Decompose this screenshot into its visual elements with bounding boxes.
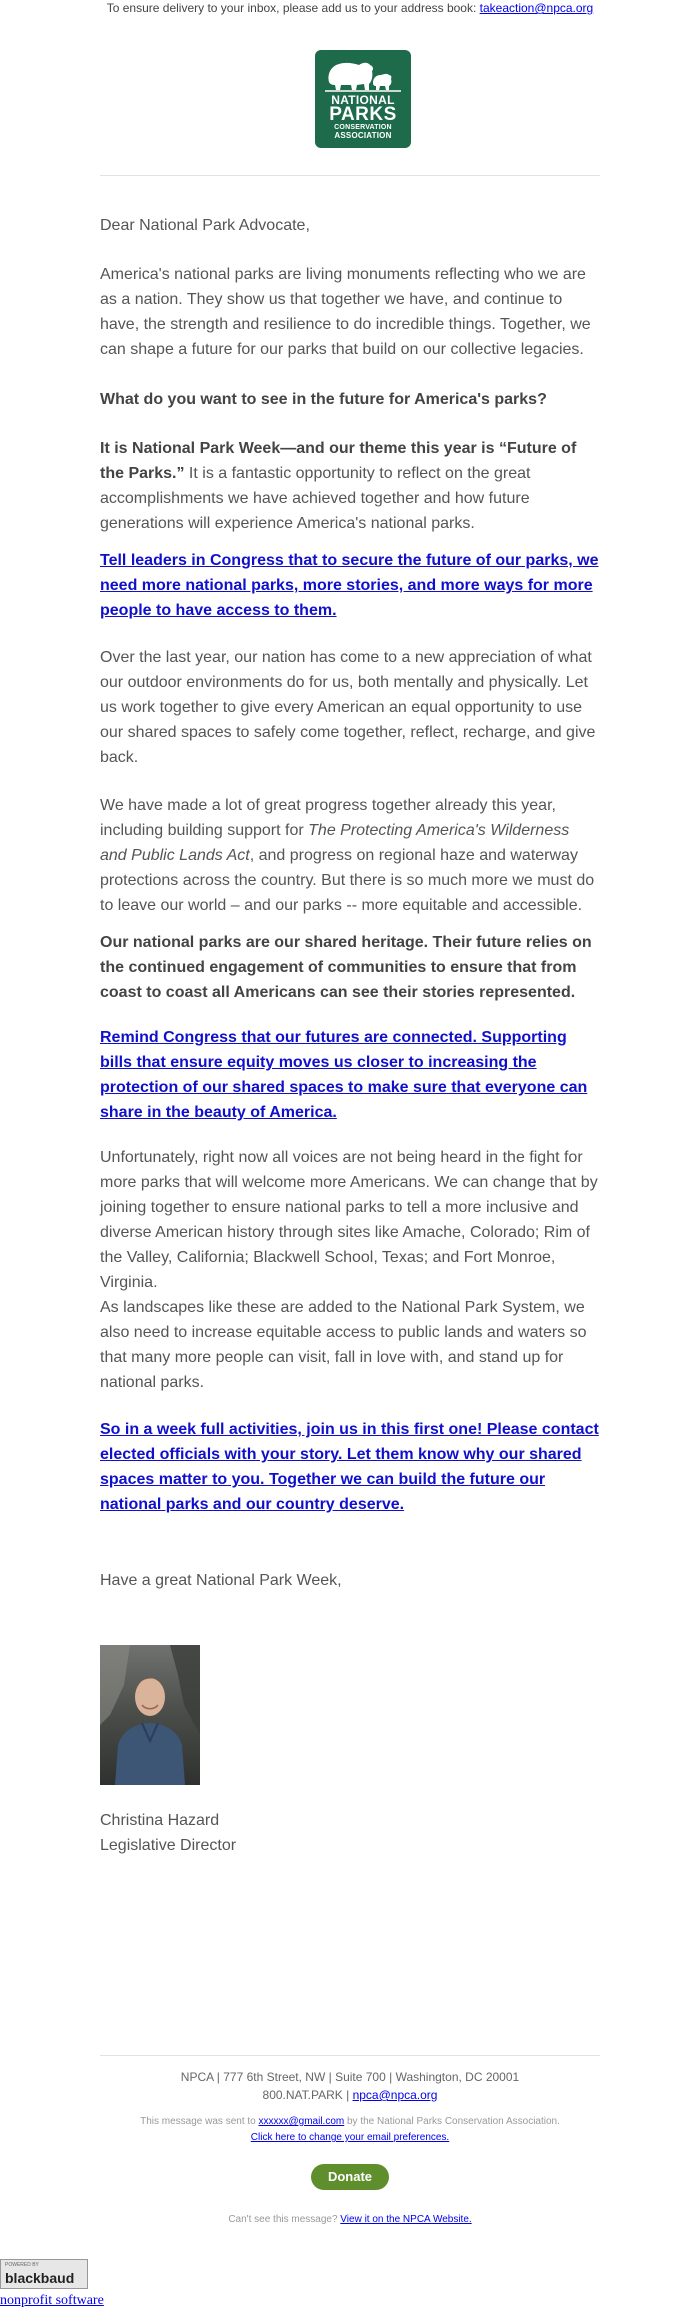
cta-block-3 xyxy=(100,1417,600,1517)
footer-sent-line xyxy=(100,2114,600,2130)
footer-address-block xyxy=(100,2068,600,2104)
paragraph-progress xyxy=(100,793,600,918)
cta-block-2 xyxy=(100,1025,600,1125)
greeting: Dear National Park Advocate, xyxy=(100,217,310,234)
signature-title: Legislative Director xyxy=(100,1837,237,1854)
footer-email-link[interactable]: npca@npca.org xyxy=(352,2088,438,2102)
logo-line-association: ASSOCIATION xyxy=(334,131,392,140)
cta-link-remind-congress[interactable]: Remind Congress that our futures are connected. Supporting bills that ensure equity moves us closer to increasing the protection of our shared spaces to make sure that everyone can share in the beauty of America. xyxy=(100,1029,588,1121)
paragraph-voices: Unfortunately, right now all voices are not being heard in the fight for more parks that will welcome more Americans. We can change that by joining together to ensure national parks to tell a more inclusive and diverse American history through sites like Amache, Colorado; Rim of the Valley, California; Blackwell School, Texas; and Fort Monroe, Virginia. xyxy=(100,1149,598,1291)
view-online-link[interactable]: View it on the NPCA Website. xyxy=(340,2214,472,2225)
preheader-email-link[interactable]: takeaction@npca.org xyxy=(479,1,594,15)
npca-logo[interactable] xyxy=(315,50,411,148)
preheader xyxy=(0,0,700,16)
cta-link-contact-officials[interactable]: So in a week full activities, join us in this first one! Please contact elected officials with your story. Let them know why our shared spaces matter to you. Together we can build the future our national parks and our country deserve. xyxy=(100,1421,599,1513)
footer-contact xyxy=(100,2086,600,2104)
recipient-email-link[interactable]: xxxxxx@gmail.com xyxy=(258,2116,345,2127)
park-week-bold: It is National Park Week—and our theme this year is “Future of the Parks.” xyxy=(100,440,577,482)
sent-pre: This message was sent to xyxy=(140,2116,259,2127)
paragraph-heritage: Our national parks are our shared heritage. Their future relies on the continued engagement of communities to ensure that from coast to coast all Americans can see their stories represented. xyxy=(100,934,592,1001)
signature-name: Christina Hazard xyxy=(100,1812,220,1829)
cta-block-1 xyxy=(100,548,600,623)
preheader-text: To ensure delivery to your inbox, please add us to your address book: xyxy=(106,1,480,15)
donate-button[interactable]: Donate xyxy=(311,2164,389,2190)
logo-line-national: NATIONAL xyxy=(331,93,395,107)
blackbaud-logo-text: blackbaud xyxy=(5,2270,75,2286)
paragraph-intro: America's national parks are living monuments reflecting who we are as a nation. They show us that together we have, and continue to have, the strength and resilience to do incredible things. Together, we can shape a future for our parks that build on our collective legacies. xyxy=(100,266,591,358)
paragraph-landscapes: As landscapes like these are added to the National Park System, we also need to increase equitable access to public lands and waters so that many more people can visit, fall in love with, and stand up for national parks. xyxy=(100,1299,587,1391)
footer-sent-note xyxy=(100,2114,600,2146)
sent-post: by the National Parks Conservation Association. xyxy=(344,2116,560,2127)
footer-phone: 800.NAT.PARK | xyxy=(262,2088,353,2102)
email-preferences-link[interactable]: Click here to change your email preferences. xyxy=(250,2132,450,2143)
park-week-rest: It is a fantastic opportunity to reflect on the great accomplishments we have achieved together and how future generations will experience America's national parks. xyxy=(100,465,531,532)
logo-line-parks: PARKS xyxy=(329,104,397,125)
footer-address: NPCA | 777 6th Street, NW | Suite 700 | Washington, DC 20001 xyxy=(180,2070,520,2084)
bear-logo-icon xyxy=(323,52,403,94)
progress-text-a: We have made a lot of great progress together already this year, including building support for xyxy=(100,797,556,839)
question-heading: What do you want to see in the future for America's parks? xyxy=(100,391,547,408)
nonprofit-software-link[interactable]: nonprofit software xyxy=(0,2293,104,2308)
progress-text-b: , and progress on regional haze and waterway protections across the country. But there is so much more we must do to leave our world – and our parks -- more equitable and accessible. xyxy=(100,847,595,914)
act-title: The Protecting America's Wilderness and Public Lands Act xyxy=(100,822,570,864)
powered-by-label: POWERED BY xyxy=(5,2262,39,2268)
header-divider xyxy=(100,175,600,176)
logo-line-conservation: CONSERVATION xyxy=(334,124,392,131)
footer-view-online xyxy=(100,2212,600,2228)
closing: Have a great National Park Week, xyxy=(100,1572,342,1589)
paragraph-park-week xyxy=(100,436,600,536)
cta-link-congress[interactable]: Tell leaders in Congress that to secure the future of our parks, we need more national parks, more stories, and more ways for more people to have access to them. xyxy=(100,552,599,619)
signature-photo xyxy=(100,1645,200,1785)
paragraph-appreciation: Over the last year, our nation has come to a new appreciation of what our outdoor environments do for us, both mentally and physically. Let us work together to give every American an equal opportunity to use our shared spaces to safely come together, reflect, recharge, and give back. xyxy=(100,649,596,766)
cant-see-text: Can't see this message? xyxy=(228,2214,341,2225)
footer-divider xyxy=(100,2055,600,2056)
blackbaud-badge[interactable] xyxy=(0,2259,88,2289)
